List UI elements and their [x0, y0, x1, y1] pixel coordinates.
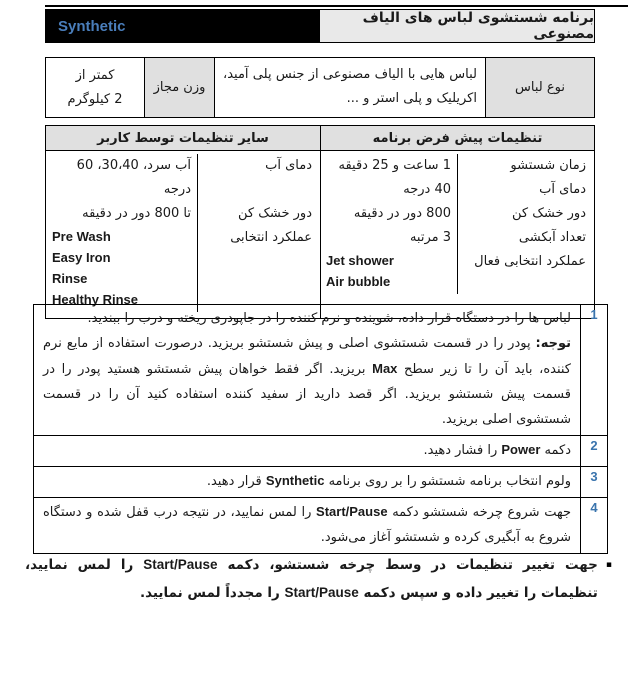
- page-title-cell: [320, 9, 595, 43]
- step-paragraph: جهت شروع چرخه شستشو دکمه Start/Pause را لمس نمایید، در نتیجه درب قفل شده و دستگاه شروع به آبگیری کرده و شستشو آغاز می‌شود.: [43, 504, 571, 545]
- setting-value: [320, 250, 457, 294]
- setting-value-line: 3 مرتبه: [409, 230, 451, 245]
- program-name: Synthetic: [58, 17, 126, 35]
- program-name-cell: [45, 9, 320, 43]
- setting-label: عملکرد انتخابی فعال: [457, 250, 594, 294]
- instruction-steps-table: [33, 304, 608, 554]
- setting-value-line: تا 800 دور در دقیقه: [82, 206, 191, 221]
- setting-label: دمای آب: [197, 154, 320, 202]
- settings-table-header: [46, 126, 594, 151]
- setting-label: تعداد آبکشی: [457, 226, 594, 250]
- setting-value-line: Easy Iron: [52, 250, 111, 265]
- top-divider: [45, 5, 628, 7]
- step-paragraph: توجه: پودر را در قسمت شستشوی اصلی و پیش شستشو بریزید. درصورت استفاده از مایع نرم کننده، باید آن را تا زیر سطح Max بریزید. اگر فقط خواهان پیش شستشو هستید پودر را در قسمت پیش شستشو بریزید. اگر قصد دارید از سفید کننده استفاده کنید آن را در قسمت شستشوی اصلی بریزید.: [43, 336, 571, 427]
- setting-value: [320, 202, 457, 226]
- default-settings-header: تنظیمات پیش فرض برنامه: [320, 126, 594, 150]
- step-paragraph: ولوم انتخاب برنامه شستشو را بر روی برنامه Synthetic قرار دهید.: [206, 473, 571, 489]
- setting-value-line: Jet shower: [326, 253, 394, 268]
- step-paragraph: دکمه Power را فشار دهید.: [423, 442, 571, 458]
- setting-value: [320, 178, 457, 202]
- setting-value-line: Healthy Rinse: [52, 292, 138, 307]
- default-settings-section: [320, 151, 594, 318]
- note-text: جهت تغییر تنظیمات در وسط چرخه شستشو، دکمه Start/Pause را لمس نمایید، تنظیمات را تغییر داده و سپس دکمه Start/Pause را مجدداً لمس نمایید.: [25, 557, 598, 601]
- setting-value: [46, 202, 197, 226]
- settings-change-note: [25, 551, 612, 607]
- setting-value-line: Rinse: [52, 271, 88, 286]
- step-number: 1: [580, 305, 607, 435]
- allowed-weight-line2: 2 کیلوگرم: [67, 91, 123, 107]
- settings-table-body: [46, 151, 594, 318]
- setting-value-line: 800 دور در دقیقه: [353, 206, 451, 221]
- setting-value: [320, 226, 457, 250]
- setting-label: عملکرد انتخابی: [197, 226, 320, 312]
- settings-table: [45, 125, 595, 319]
- setting-label: زمان شستشو: [457, 154, 594, 178]
- setting-value: [46, 154, 197, 202]
- page-header: [45, 9, 595, 43]
- setting-value-line: Air bubble: [326, 274, 391, 289]
- user-settings-header: سایر تنظیمات توسط کاربر: [46, 126, 320, 150]
- setting-label: دمای آب: [457, 178, 594, 202]
- page-title: برنامه شستشوی لباس های الیاف مصنوعی: [362, 10, 594, 42]
- setting-value-line: 1 ساعت و 25 دقیقه: [338, 158, 451, 173]
- step-number: 4: [580, 498, 607, 553]
- step-row: [34, 467, 607, 498]
- setting-label: دور خشک کن: [197, 202, 320, 226]
- setting-value-line: 40 درجه: [403, 182, 451, 197]
- setting-value: [320, 154, 457, 178]
- step-paragraph: لباس ها را در دستگاه قرار داده، شوینده و نرم کننده را در جاپودری ریخته و درب را ببندید.: [87, 311, 571, 326]
- allowed-weight-line1: کمتر از: [75, 67, 115, 83]
- allowed-weight-value: [46, 58, 144, 117]
- step-text: [34, 498, 580, 553]
- square-bullet-icon: ▪: [605, 560, 612, 570]
- step-row: [34, 498, 607, 553]
- setting-value: [46, 226, 197, 312]
- step-row: [34, 436, 607, 467]
- step-text: [34, 305, 580, 435]
- setting-value-line: آب سرد، 30،40، 60 درجه: [76, 158, 191, 197]
- clothes-type-label: نوع لباس: [485, 58, 594, 117]
- step-text: [34, 467, 580, 497]
- clothes-table: [45, 57, 595, 118]
- step-number: 3: [580, 467, 607, 497]
- step-row: [34, 305, 607, 436]
- setting-value-line: Pre Wash: [52, 229, 111, 244]
- clothes-type-value: لباس هایی با الیاف مصنوعی از جنس پلی آمید، اکریلیک و پلی استر و ...: [214, 58, 485, 117]
- step-text: [34, 436, 580, 466]
- step-number: 2: [580, 436, 607, 466]
- setting-label: دور خشک کن: [457, 202, 594, 226]
- user-settings-section: [46, 151, 320, 318]
- allowed-weight-label: وزن مجاز: [144, 58, 214, 117]
